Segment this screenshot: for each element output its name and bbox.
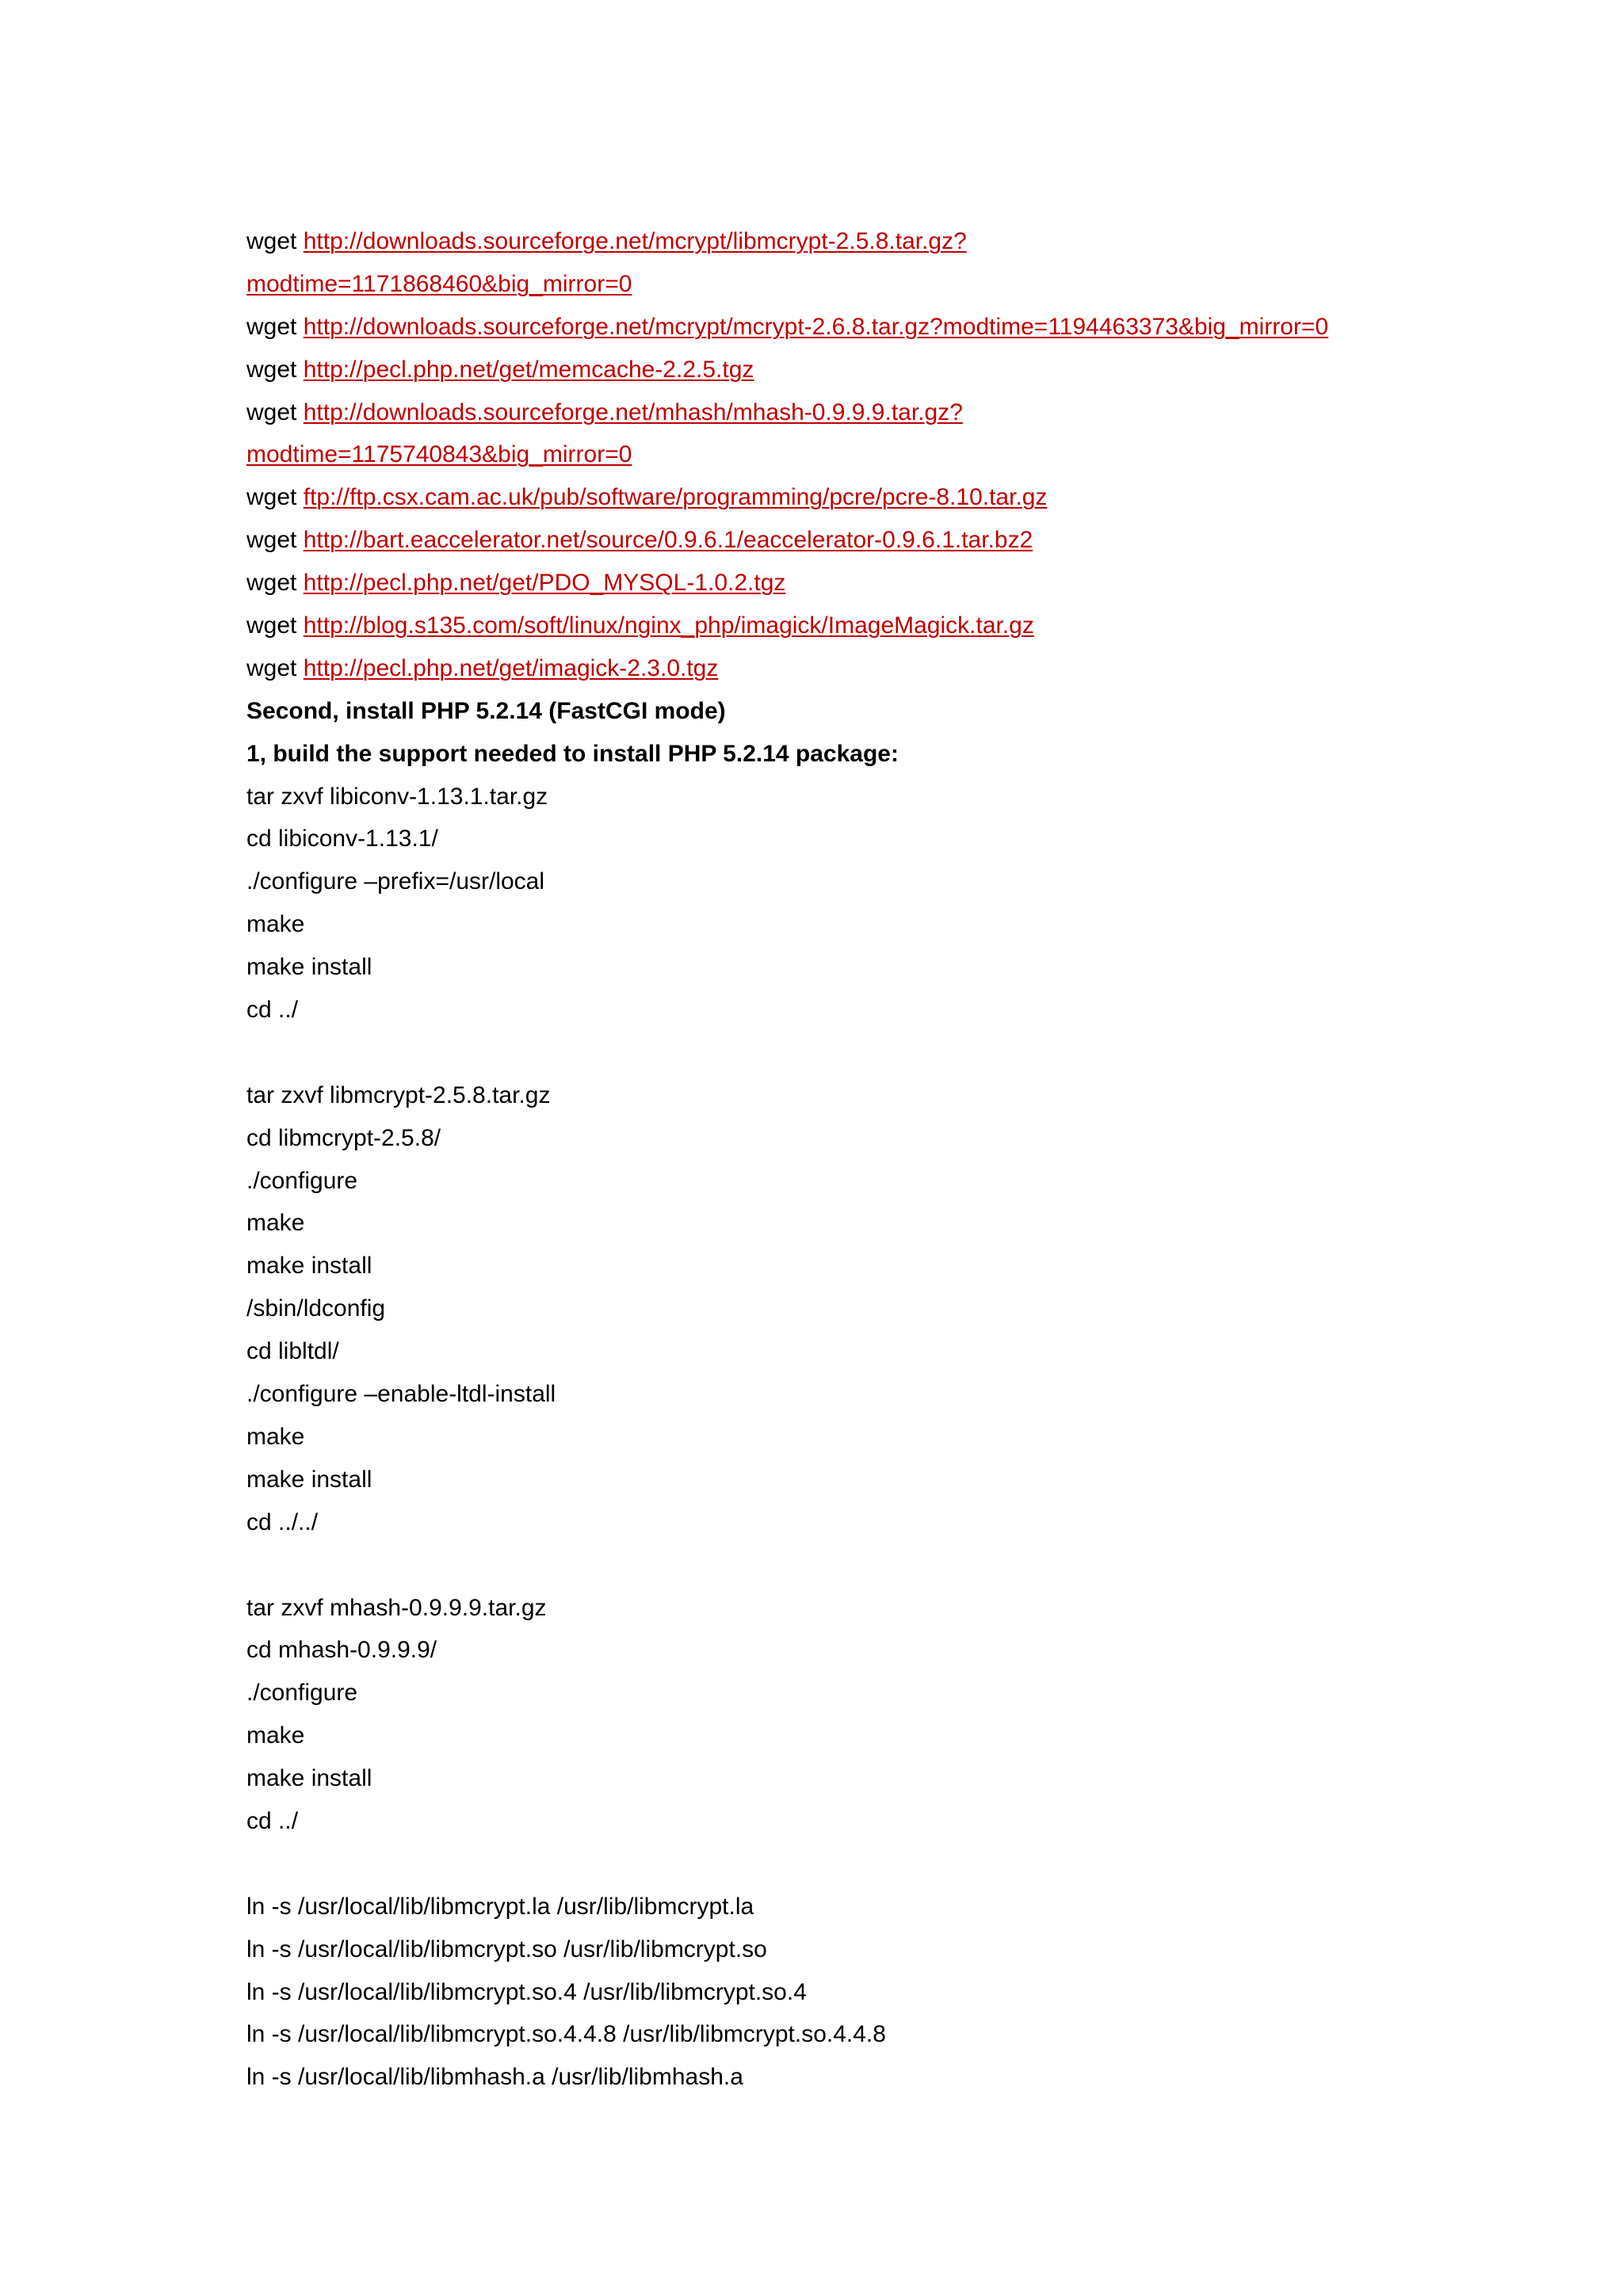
- download-line: [246, 562, 1594, 605]
- download-line-continuation: [246, 263, 1594, 306]
- command-line: make: [246, 1210, 305, 1237]
- document-body: [246, 220, 1594, 2099]
- wget-command: wget: [246, 654, 297, 681]
- blank-line: [246, 1544, 1594, 1587]
- command-line: cd libmcrypt-2.5.8/: [246, 1124, 441, 1151]
- download-link-continuation[interactable]: modtime=1175740843&big_mirror=0: [246, 441, 632, 468]
- command-line: cd ../: [246, 1807, 299, 1834]
- command-line: ln -s /usr/local/lib/libmcrypt.so /usr/lib/libmcrypt.so: [246, 1936, 767, 1962]
- section-heading: Second, install PHP 5.2.14 (FastCGI mode): [246, 697, 726, 724]
- step-heading: 1, build the support needed to install PHP 5.2.14 package:: [246, 740, 899, 767]
- download-link[interactable]: http://pecl.php.net/get/memcache-2.2.5.tgz: [303, 356, 754, 383]
- command-line: make: [246, 911, 305, 938]
- command-line: cd ../../: [246, 1508, 319, 1535]
- command-line: make: [246, 1423, 305, 1450]
- download-link[interactable]: http://downloads.sourceforge.net/mhash/mhash-0.9.9.9.tar.gz?: [303, 399, 963, 425]
- download-line: [246, 476, 1594, 519]
- command-line: tar zxvf libmcrypt-2.5.8.tar.gz: [246, 1081, 551, 1108]
- download-line: [246, 220, 1594, 263]
- download-line: [246, 391, 1594, 434]
- command-line: cd ../: [246, 997, 299, 1024]
- blank-line: [246, 1032, 1594, 1074]
- wget-command: wget: [246, 399, 297, 425]
- wget-command: wget: [246, 527, 297, 554]
- command-line: /sbin/ldconfig: [246, 1295, 386, 1322]
- command-line: make install: [246, 954, 372, 981]
- download-line-continuation: [246, 433, 1594, 476]
- wget-command: wget: [246, 313, 297, 340]
- download-line: [246, 605, 1594, 647]
- command-line: ln -s /usr/local/lib/libmcrypt.so.4 /usr/lib/libmcrypt.so.4: [246, 1978, 807, 2005]
- download-link[interactable]: http://pecl.php.net/get/imagick-2.3.0.tgz: [303, 654, 719, 681]
- download-line: [246, 519, 1594, 562]
- download-link[interactable]: http://bart.eaccelerator.net/source/0.9.6.1/eaccelerator-0.9.6.1.tar.bz2: [303, 527, 1033, 554]
- command-line: ln -s /usr/local/lib/libmcrypt.so.4.4.8 /usr/lib/libmcrypt.so.4.4.8: [246, 2021, 886, 2048]
- download-link-continuation[interactable]: modtime=1171868460&big_mirror=0: [246, 270, 632, 297]
- command-line: cd libltdl/: [246, 1338, 339, 1365]
- command-line: make install: [246, 1253, 372, 1280]
- command-line: make install: [246, 1466, 372, 1493]
- command-line: ./configure –enable-ltdl-install: [246, 1381, 556, 1408]
- command-line: ./configure: [246, 1680, 358, 1707]
- command-line: ln -s /usr/local/lib/libmcrypt.la /usr/lib/libmcrypt.la: [246, 1893, 754, 1920]
- download-line: [246, 349, 1594, 391]
- download-link[interactable]: http://downloads.sourceforge.net/mcrypt/mcrypt-2.6.8.tar.gz?modtime=1194463373&big_mirror=0: [303, 313, 1329, 340]
- download-line: [246, 647, 1594, 690]
- command-line: tar zxvf libiconv-1.13.1.tar.gz: [246, 783, 548, 810]
- command-line: make install: [246, 1765, 372, 1792]
- command-line: make: [246, 1722, 305, 1749]
- command-line: ./configure: [246, 1167, 358, 1194]
- wget-command: wget: [246, 356, 297, 383]
- blank-line: [246, 1843, 1594, 1886]
- wget-command: wget: [246, 228, 297, 254]
- download-link[interactable]: http://pecl.php.net/get/PDO_MYSQL-1.0.2.tgz: [303, 570, 786, 597]
- command-line: cd mhash-0.9.9.9/: [246, 1637, 437, 1664]
- wget-command: wget: [246, 612, 297, 639]
- wget-command: wget: [246, 570, 297, 597]
- download-line: [246, 306, 1594, 349]
- command-line: cd libiconv-1.13.1/: [246, 826, 438, 852]
- download-link[interactable]: http://downloads.sourceforge.net/mcrypt/libmcrypt-2.5.8.tar.gz?: [303, 228, 967, 254]
- command-line: tar zxvf mhash-0.9.9.9.tar.gz: [246, 1594, 547, 1621]
- command-line: ./configure –prefix=/usr/local: [246, 868, 545, 895]
- download-link[interactable]: http://blog.s135.com/soft/linux/nginx_php/imagick/ImageMagick.tar.gz: [303, 612, 1034, 639]
- wget-command: wget: [246, 484, 297, 511]
- download-link[interactable]: ftp://ftp.csx.cam.ac.uk/pub/software/programming/pcre/pcre-8.10.tar.gz: [303, 484, 1048, 511]
- command-line: ln -s /usr/local/lib/libmhash.a /usr/lib/libmhash.a: [246, 2064, 743, 2091]
